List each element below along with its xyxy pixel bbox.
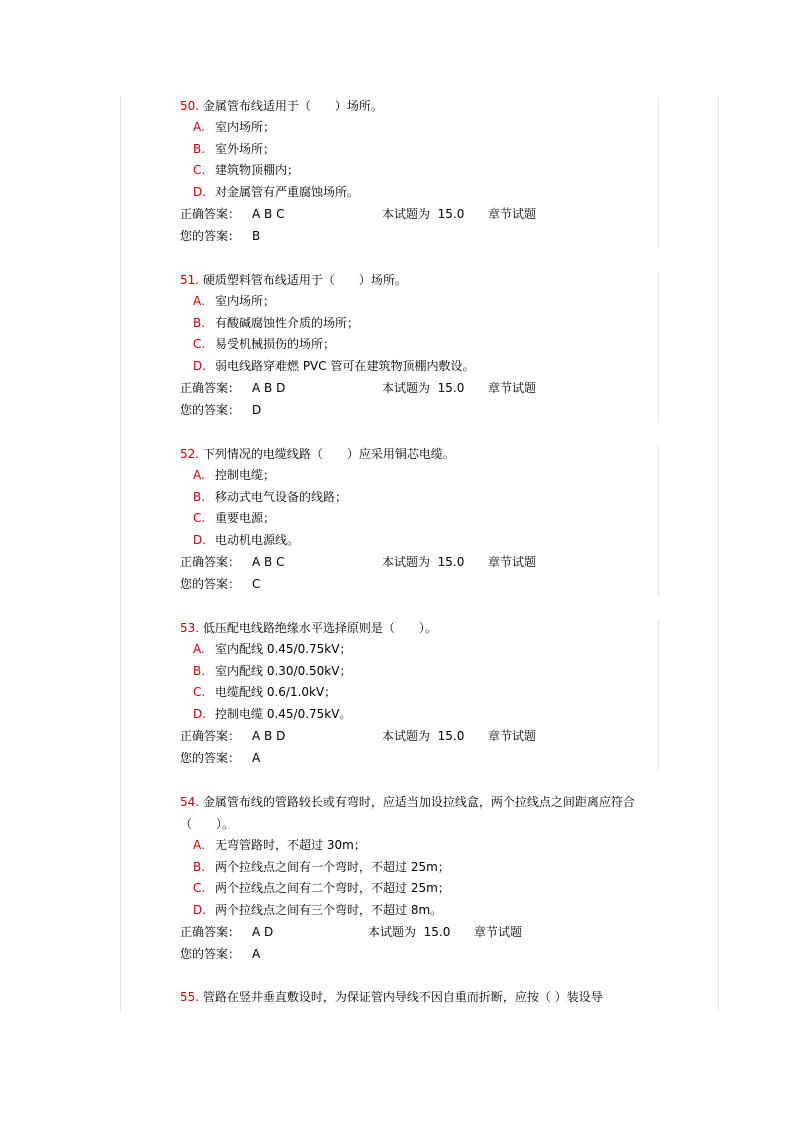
your-answer-value: D [252, 402, 262, 417]
your-answer-row [180, 748, 660, 770]
chapter-label: 章节试题 [488, 380, 537, 395]
correct-answer-row [180, 922, 660, 944]
correct-answer-value: A B D [252, 380, 286, 395]
points-label: 本试题为 [382, 206, 431, 221]
page-frame-right [718, 96, 719, 1012]
your-answer-label: 您的答案： [180, 402, 241, 417]
your-answer-row [180, 574, 660, 596]
option-a: A. 无弯管路时，不超过 30m； [193, 838, 366, 852]
correct-answer-value: A B D [252, 728, 286, 743]
correct-answer-label: 正确答案： [180, 728, 241, 743]
your-answer-value: B [252, 228, 261, 243]
question-number: 54. [180, 795, 200, 809]
points-value: 15.0 [437, 554, 465, 569]
question-stem [180, 986, 660, 1008]
correct-answer-row [180, 726, 660, 748]
option-d: D. 控制电缆 0.45/0.75kV。 [193, 707, 352, 722]
your-answer-row [180, 944, 660, 966]
question-number: 53. [180, 621, 200, 635]
question-block [180, 443, 660, 595]
question-text: 管路在竖井垂直敷设时，为保证管内导线不因自重而折断，应按（ ）装设导 [202, 990, 603, 1004]
question-text: 金属管布线适用于（ ）场所。 [202, 99, 383, 113]
chapter-label: 章节试题 [488, 728, 537, 743]
question-number: 52. [180, 447, 200, 461]
question-text: 金属管布线的管路较长或有弯时，应适当加设拉线盒，两个拉线点之间距离应符合（ ）。 [180, 795, 635, 831]
question-block [180, 986, 660, 1008]
option-d: D. 对金属管有严重腐蚀场所。 [193, 185, 360, 200]
chapter-label: 章节试题 [488, 206, 537, 221]
points-value: 15.0 [437, 728, 465, 743]
your-answer-value: A [252, 750, 261, 765]
option-b: B. 两个拉线点之间有一个弯时，不超过 25m； [193, 859, 450, 874]
correct-answer-value: A D [252, 924, 274, 939]
option-c: C. 易受机械损伤的场所； [193, 337, 336, 352]
correct-answer-row [180, 552, 660, 574]
correct-answer-label: 正确答案： [180, 554, 241, 569]
option-d: D. 电动机电源线。 [193, 533, 300, 548]
question-block [180, 95, 660, 247]
question-stem [180, 95, 660, 117]
question-number: 50. [180, 99, 200, 113]
points-value: 15.0 [437, 206, 465, 221]
correct-answer-value: A B C [252, 554, 285, 569]
correct-answer-label: 正确答案： [180, 206, 241, 221]
option-d: D. 弱电线路穿难燃 PVC 管可在建筑物顶棚内敷设。 [193, 359, 475, 374]
option-a: A. 室内场所； [193, 294, 276, 308]
question-block [180, 269, 660, 421]
your-answer-row [180, 400, 660, 422]
correct-answer-label: 正确答案： [180, 380, 241, 395]
question-number: 51. [180, 273, 200, 287]
your-answer-label: 您的答案： [180, 946, 241, 961]
option-b: B. 室内配线 0.30/0.50kV； [193, 663, 352, 678]
option-c: C. 电缆配线 0.6/1.0kV； [193, 685, 337, 700]
points-value: 15.0 [437, 380, 465, 395]
points-label: 本试题为 [382, 380, 431, 395]
correct-answer-row [180, 378, 660, 400]
question-text: 低压配电线路绝缘水平选择原则是（ ）。 [202, 621, 437, 635]
option-c: C. 建筑物顶棚内； [193, 163, 300, 178]
question-stem [180, 791, 660, 835]
your-answer-label: 您的答案： [180, 576, 241, 591]
correct-answer-label: 正确答案： [180, 924, 241, 939]
option-a: A. 室内场所； [193, 120, 276, 134]
question-text: 下列情况的电缆线路（ ）应采用铜芯电缆。 [202, 447, 455, 461]
option-a: A. 室内配线 0.45/0.75kV； [193, 642, 352, 656]
points-label: 本试题为 [368, 924, 417, 939]
points-label: 本试题为 [382, 554, 431, 569]
question-text: 硬质塑料管布线适用于（ ）场所。 [202, 273, 407, 287]
chapter-label: 章节试题 [474, 924, 523, 939]
page-frame-left [120, 96, 121, 1012]
your-answer-value: C [252, 576, 261, 591]
correct-answer-row [180, 204, 660, 226]
chapter-label: 章节试题 [488, 554, 537, 569]
your-answer-row [180, 226, 660, 248]
question-stem [180, 443, 660, 465]
question-block [180, 617, 660, 769]
option-d: D. 两个拉线点之间有三个弯时，不超过 8m。 [193, 903, 443, 918]
option-b: B. 有酸碱腐蚀性介质的场所； [193, 315, 360, 330]
points-value: 15.0 [423, 924, 451, 939]
your-answer-label: 您的答案： [180, 228, 241, 243]
your-answer-label: 您的答案： [180, 750, 241, 765]
points-label: 本试题为 [382, 728, 431, 743]
question-stem [180, 269, 660, 291]
option-b: B. 室外场所； [193, 141, 276, 156]
question-stem [180, 617, 660, 639]
option-b: B. 移动式电气设备的线路； [193, 489, 348, 504]
option-a: A. 控制电缆； [193, 468, 276, 482]
question-block [180, 791, 660, 965]
option-c: C. 重要电源； [193, 511, 276, 526]
correct-answer-value: A B C [252, 206, 285, 221]
your-answer-value: A [252, 946, 261, 961]
option-c: C. 两个拉线点之间有二个弯时，不超过 25m； [193, 881, 450, 896]
question-number: 55. [180, 990, 200, 1004]
